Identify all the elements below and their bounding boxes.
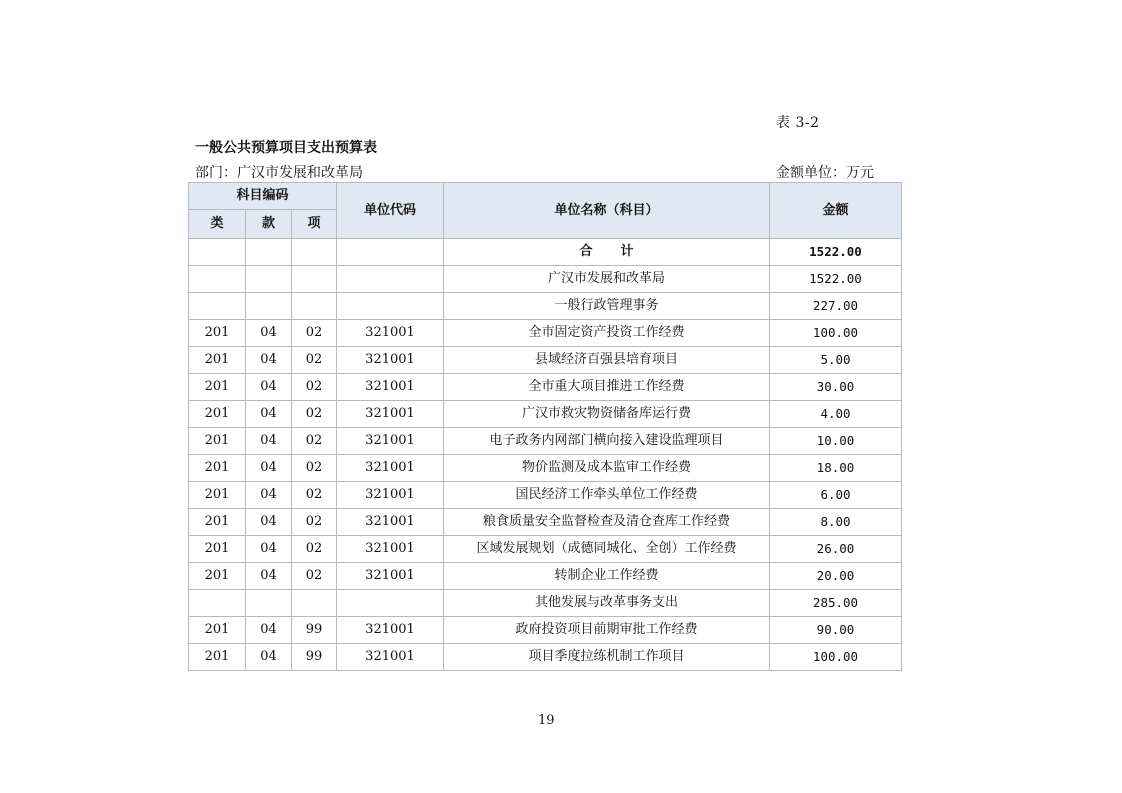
item-cell: 02 xyxy=(292,428,337,455)
class-cell: 201 xyxy=(189,347,246,374)
item-cell: 02 xyxy=(292,509,337,536)
total-item-cell xyxy=(292,239,337,266)
unit-name-cell: 全市重大项目推进工作经费 xyxy=(444,374,770,401)
unit-code-cell: 321001 xyxy=(337,509,444,536)
item-cell: 02 xyxy=(292,374,337,401)
class-cell: 201 xyxy=(189,401,246,428)
section-cell xyxy=(246,293,292,320)
page-number: 19 xyxy=(538,713,555,728)
unit-name-cell: 政府投资项目前期审批工作经费 xyxy=(444,617,770,644)
section-cell: 04 xyxy=(246,428,292,455)
unit-code-cell xyxy=(337,266,444,293)
header-unit-code: 单位代码 xyxy=(337,183,444,239)
section-cell: 04 xyxy=(246,482,292,509)
item-cell: 99 xyxy=(292,644,337,671)
class-cell: 201 xyxy=(189,428,246,455)
total-row xyxy=(189,239,902,266)
unit-name-cell: 粮食质量安全监督检查及清仓查库工作经费 xyxy=(444,509,770,536)
unit-code-cell: 321001 xyxy=(337,401,444,428)
class-cell: 201 xyxy=(189,509,246,536)
table-row xyxy=(189,644,902,671)
class-cell: 201 xyxy=(189,644,246,671)
class-cell: 201 xyxy=(189,563,246,590)
section-cell: 04 xyxy=(246,455,292,482)
budget-table xyxy=(188,182,902,671)
class-cell: 201 xyxy=(189,617,246,644)
section-cell xyxy=(246,590,292,617)
class-cell xyxy=(189,266,246,293)
table-body xyxy=(189,239,902,671)
amount-cell: 5.00 xyxy=(770,347,902,374)
unit-name-cell: 全市固定资产投资工作经费 xyxy=(444,320,770,347)
amount-cell: 285.00 xyxy=(770,590,902,617)
table-row xyxy=(189,617,902,644)
table-row xyxy=(189,347,902,374)
item-cell: 02 xyxy=(292,347,337,374)
item-cell: 02 xyxy=(292,455,337,482)
class-cell: 201 xyxy=(189,536,246,563)
table-row xyxy=(189,374,902,401)
unit-code-cell xyxy=(337,590,444,617)
unit-name-cell: 电子政务内网部门横向接入建设监理项目 xyxy=(444,428,770,455)
unit-code-cell: 321001 xyxy=(337,347,444,374)
unit-name-cell: 物价监测及成本监审工作经费 xyxy=(444,455,770,482)
header-amount: 金额 xyxy=(770,183,902,239)
item-cell xyxy=(292,590,337,617)
amount-cell: 100.00 xyxy=(770,320,902,347)
unit-code-cell: 321001 xyxy=(337,455,444,482)
table-row xyxy=(189,401,902,428)
unit-code-cell: 321001 xyxy=(337,482,444,509)
total-label xyxy=(444,239,770,266)
amount-cell: 6.00 xyxy=(770,482,902,509)
section-cell: 04 xyxy=(246,617,292,644)
amount-unit-label: 金额单位：万元 xyxy=(776,165,874,181)
amount-cell: 227.00 xyxy=(770,293,902,320)
table-row xyxy=(189,293,902,320)
section-cell: 04 xyxy=(246,644,292,671)
table-row xyxy=(189,590,902,617)
amount-cell: 1522.00 xyxy=(770,266,902,293)
total-label-text: 合计 xyxy=(579,244,662,259)
section-cell: 04 xyxy=(246,401,292,428)
unit-code-cell: 321001 xyxy=(337,536,444,563)
table-number: 表 3-2 xyxy=(776,115,820,131)
unit-code-cell: 321001 xyxy=(337,374,444,401)
unit-name-cell: 广汉市发展和改革局 xyxy=(444,266,770,293)
total-class-cell xyxy=(189,239,246,266)
unit-code-cell: 321001 xyxy=(337,617,444,644)
item-cell xyxy=(292,266,337,293)
section-cell xyxy=(246,266,292,293)
item-cell: 02 xyxy=(292,401,337,428)
amount-cell: 18.00 xyxy=(770,455,902,482)
table-row xyxy=(189,455,902,482)
section-cell: 04 xyxy=(246,536,292,563)
class-cell: 201 xyxy=(189,482,246,509)
amount-cell: 10.00 xyxy=(770,428,902,455)
unit-name-cell: 项目季度拉练机制工作项目 xyxy=(444,644,770,671)
unit-code-cell: 321001 xyxy=(337,563,444,590)
header-row-1 xyxy=(189,183,902,210)
amount-cell: 8.00 xyxy=(770,509,902,536)
class-cell: 201 xyxy=(189,374,246,401)
section-cell: 04 xyxy=(246,320,292,347)
table-row xyxy=(189,482,902,509)
amount-cell: 30.00 xyxy=(770,374,902,401)
item-cell: 02 xyxy=(292,482,337,509)
header-item: 项 xyxy=(292,210,337,239)
table-row xyxy=(189,563,902,590)
amount-cell: 26.00 xyxy=(770,536,902,563)
section-cell: 04 xyxy=(246,347,292,374)
class-cell: 201 xyxy=(189,455,246,482)
table-row xyxy=(189,266,902,293)
table-title: 一般公共预算项目支出预算表 xyxy=(195,140,377,156)
table-row xyxy=(189,509,902,536)
header-subject-code: 科目编码 xyxy=(189,183,337,210)
unit-name-cell: 一般行政管理事务 xyxy=(444,293,770,320)
unit-name-cell: 县域经济百强县培育项目 xyxy=(444,347,770,374)
total-code-cell xyxy=(337,239,444,266)
item-cell: 99 xyxy=(292,617,337,644)
header-unit-name: 单位名称（科目） xyxy=(444,183,770,239)
section-cell: 04 xyxy=(246,374,292,401)
unit-name-cell: 其他发展与改革事务支出 xyxy=(444,590,770,617)
item-cell: 02 xyxy=(292,320,337,347)
amount-cell: 100.00 xyxy=(770,644,902,671)
unit-name-cell: 广汉市救灾物资储备库运行费 xyxy=(444,401,770,428)
total-amount: 1522.00 xyxy=(770,239,902,266)
item-cell: 02 xyxy=(292,563,337,590)
item-cell: 02 xyxy=(292,536,337,563)
unit-name-cell: 转制企业工作经费 xyxy=(444,563,770,590)
table-row xyxy=(189,428,902,455)
amount-cell: 20.00 xyxy=(770,563,902,590)
unit-code-cell: 321001 xyxy=(337,644,444,671)
class-cell xyxy=(189,590,246,617)
unit-code-cell: 321001 xyxy=(337,428,444,455)
class-cell xyxy=(189,293,246,320)
header-class: 类 xyxy=(189,210,246,239)
header-section: 款 xyxy=(246,210,292,239)
unit-code-cell: 321001 xyxy=(337,320,444,347)
item-cell xyxy=(292,293,337,320)
section-cell: 04 xyxy=(246,509,292,536)
amount-cell: 4.00 xyxy=(770,401,902,428)
amount-cell: 90.00 xyxy=(770,617,902,644)
unit-code-cell xyxy=(337,293,444,320)
class-cell: 201 xyxy=(189,320,246,347)
table-row xyxy=(189,536,902,563)
total-section-cell xyxy=(246,239,292,266)
unit-name-cell: 区域发展规划（成德同城化、全创）工作经费 xyxy=(444,536,770,563)
unit-name-cell: 国民经济工作牵头单位工作经费 xyxy=(444,482,770,509)
section-cell: 04 xyxy=(246,563,292,590)
table-row xyxy=(189,320,902,347)
department-label: 部门：广汉市发展和改革局 xyxy=(195,165,363,181)
